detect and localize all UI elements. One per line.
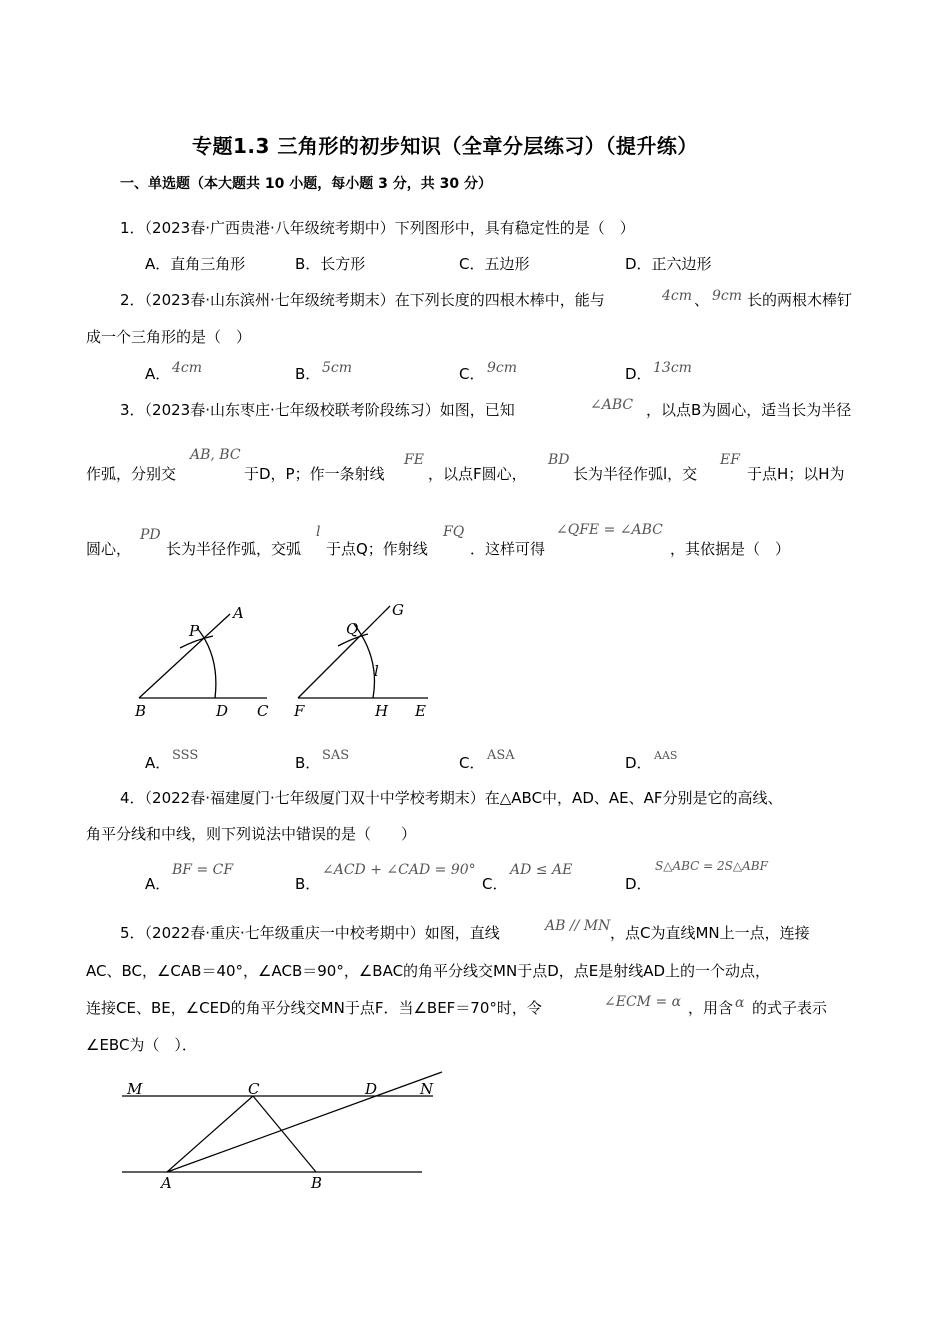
fig5-ray-ad [167, 1072, 442, 1172]
q5-math-angle-ecm: ∠ECM = α [604, 994, 682, 1010]
fig5-label-m: M [127, 1080, 143, 1098]
q3-option-d-letter: D． [625, 754, 652, 772]
question-2-stem-b: 长的两根木棒钉 [747, 291, 853, 309]
fig2-label-h: H [375, 702, 389, 720]
fig1-label-p: P [189, 622, 200, 640]
q3-option-a-value: SSS [172, 748, 199, 763]
q4-option-b-letter: B． [295, 875, 321, 893]
question-5-line4: ∠EBC为（ ）． [86, 1036, 197, 1054]
q4-option-a-letter: A． [145, 875, 171, 893]
question-4-line2: 角平分线和中线，则下列说法中错误的是（ ） [86, 825, 417, 843]
question-3-line3-d: ．这样可得 [470, 540, 546, 558]
fig1-label-c: C [257, 702, 269, 720]
q4-option-a-value: BF = CF [172, 862, 234, 878]
question-3-line3-e: ，其依据是（ ） [670, 540, 791, 558]
fig5-segment-ac [167, 1096, 253, 1172]
question-3-line3-b: 长为半径作弧，交弧 [166, 540, 302, 558]
q3-math-pd: PD [140, 527, 161, 543]
q2-option-d-value: 13cm [653, 360, 692, 376]
question-5-line3-c: 的式子表示 [752, 999, 828, 1017]
question-3-line2-a: 作弧，分别交 [86, 465, 177, 483]
fig1-label-a: A [233, 604, 244, 622]
q3-math-angle-abc: ∠ABC [590, 397, 634, 413]
fig5-segment-cb [253, 1096, 316, 1172]
fig1-arc-dp [197, 628, 216, 698]
q4-option-d-letter: D． [625, 875, 652, 893]
q5-math-ab-parallel-mn: AB // MN [545, 918, 611, 934]
question-3-line1-a: 3．（2023春·山东枣庄·七年级校联考阶段练习）如图，已知 [120, 401, 515, 419]
page-title: 专题1.3 三角形的初步知识（全章分层练习）（提升练） [192, 134, 698, 158]
question-1-stem: 1．（2023春·广西贵港·八年级统考期中）下列图形中，具有稳定性的是（ ） [120, 219, 635, 237]
fig2-label-e: E [415, 702, 426, 720]
q5-figure [115, 1066, 455, 1196]
q1-option-a: A．直角三角形 [145, 255, 246, 273]
fig1-label-b: B [135, 702, 147, 720]
q1-option-b: B．长方形 [295, 255, 366, 273]
fig2-label-q: Q [346, 620, 359, 638]
fig5-label-b: B [311, 1174, 323, 1192]
question-2-stem-c: 成一个三角形的是（ ） [86, 328, 252, 346]
q4-option-b-value: ∠ACD + ∠CAD = 90° [322, 862, 476, 878]
fig5-label-a: A [161, 1174, 172, 1192]
q2-option-b-value: 5cm [322, 360, 353, 376]
question-3-line3-a: 圆心， [86, 540, 132, 558]
question-3-line1-b: ，以点B为圆心，适当长为半径 [646, 401, 852, 419]
question-3-line2-e: 于点H；以H为 [747, 465, 845, 483]
q3-option-b-value: SAS [322, 748, 350, 763]
q4-option-c-value: AD ≤ AE [510, 862, 573, 878]
question-5-line1-a: 5．（2022春·重庆·七年级重庆一中校考期中）如图，直线 [120, 924, 500, 942]
fig2-ray-fg [298, 606, 390, 698]
q2-option-d-letter: D． [625, 365, 652, 383]
question-3-line3-c: 于点Q；作射线 [326, 540, 428, 558]
q2-math-9cm: 9cm [712, 288, 743, 304]
fig2-label-f: F [294, 702, 305, 720]
q2-option-c-value: 9cm [487, 360, 518, 376]
question-3-line2-d: 长为半径作弧l，交 [573, 465, 698, 483]
q1-option-c: C．五边形 [459, 255, 530, 273]
fig1-label-d: D [216, 702, 229, 720]
q3-figure [125, 596, 445, 726]
fig2-label-g: G [392, 601, 404, 619]
q2-option-a-letter: A． [145, 365, 171, 383]
q1-option-d: D．正六边形 [625, 255, 712, 273]
q3-option-c-letter: C． [459, 754, 485, 772]
q3-option-c-value: ASA [487, 748, 515, 763]
question-4-line1: 4．（2022春·福建厦门·七年级厦门双十中学校考期末）在△ABC中，AD、AE、AF分别是它的高线、 [120, 789, 783, 807]
question-5-line3-a: 连接CE、BE，∠CED的角平分线交MN于点F．当∠BEF＝70°时，令 [86, 999, 542, 1017]
question-2-stem-a: 2．（2023春·山东滨州·七年级统考期末）在下列长度的四根木棒中，能与 [120, 291, 605, 309]
q4-option-c-letter: C． [482, 875, 508, 893]
q3-math-ef: EF [720, 452, 740, 468]
fig5-label-d: D [365, 1080, 378, 1098]
q2-math-4cm: 4cm [662, 288, 693, 304]
fig2-label-l: l [374, 662, 379, 680]
fig5-label-n: N [420, 1080, 434, 1098]
q3-option-d-value: AAS [654, 749, 678, 762]
q3-math-fq: FQ [443, 524, 465, 540]
question-3-line2-b: 于D，P；作一条射线 [244, 465, 385, 483]
q3-option-b-letter: B． [295, 754, 321, 772]
section-header: 一、单选题（本大题共 10 小题，每小题 3 分，共 30 分） [120, 176, 492, 192]
q2-separator: 、 [694, 291, 710, 309]
q2-option-c-letter: C． [459, 365, 485, 383]
q3-math-l: l [316, 524, 321, 540]
question-5-line2: AC、BC，∠CAB＝40°，∠ACB＝90°，∠BAC的角平分线交MN于点D，点E是射线AD上的一个动点， [86, 962, 771, 980]
q5-math-alpha: α [735, 995, 745, 1011]
q3-option-a-letter: A． [145, 754, 171, 772]
question-3-line2-c: ，以点F圆心， [428, 465, 527, 483]
q2-option-a-value: 4cm [172, 360, 203, 376]
q3-math-bd: BD [548, 452, 570, 468]
q3-math-fe: FE [404, 452, 424, 468]
fig5-label-c: C [248, 1080, 260, 1098]
question-5-line1-b: ，点C为直线MN上一点，连接 [610, 924, 810, 942]
q2-option-b-letter: B． [295, 365, 321, 383]
q4-option-d-value: S△ABC = 2S△ABF [655, 859, 768, 873]
q3-math-angle-equation: ∠QFE = ∠ABC [556, 522, 663, 538]
question-5-line3-b: ，用含 [688, 999, 734, 1017]
q3-math-ab-bc: AB, BC [190, 447, 241, 463]
